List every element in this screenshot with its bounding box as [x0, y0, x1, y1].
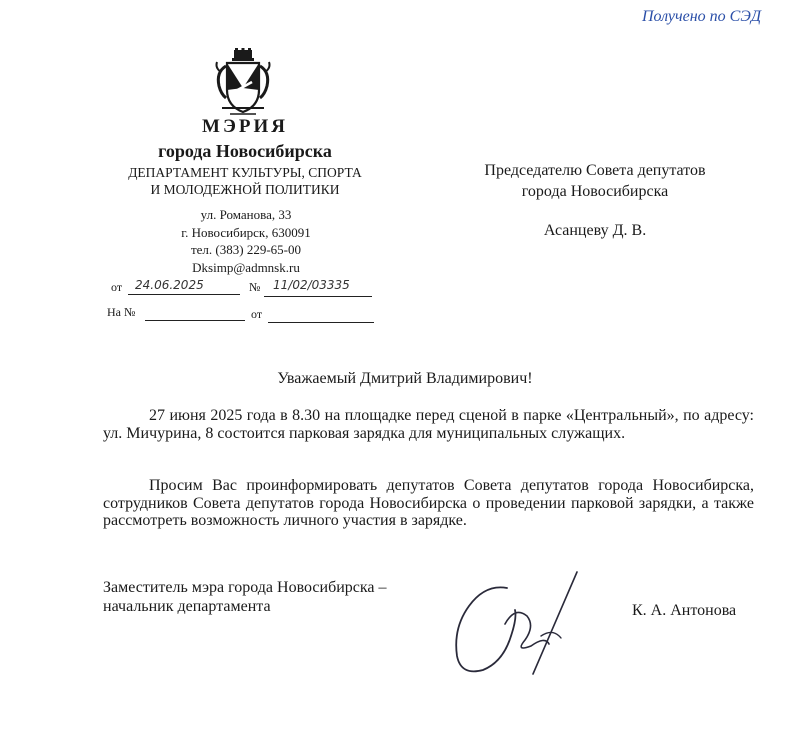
- greeting: Уважаемый Дмитрий Владимирович!: [277, 370, 533, 387]
- ref-underline: [145, 320, 245, 321]
- org-title: МЭРИЯ: [202, 116, 288, 137]
- ref-label: На №: [107, 305, 136, 319]
- department-name: [100, 164, 390, 198]
- received-via-sed-stamp: Получено по СЭД: [641, 8, 761, 25]
- signatory-title: [103, 578, 387, 616]
- handwritten-signature: [445, 566, 595, 686]
- department-line-1: ДЕПАРТАМЕНТ КУЛЬТУРЫ, СПОРТА: [128, 165, 362, 180]
- date-label: от: [111, 280, 123, 294]
- addressee-name: Асанцеву Д. В.: [543, 222, 647, 239]
- signatory-title-line-1: Заместитель мэра города Новосибирска –: [103, 579, 387, 596]
- date-value: 24.06.2025: [135, 278, 204, 292]
- phone: тел. (383) 229-65-00: [190, 242, 301, 257]
- sender-address: [140, 206, 352, 276]
- number-underline: [264, 296, 372, 297]
- addressee-line-1: Председателю Совета депутатов: [484, 162, 706, 179]
- addressee-block: [430, 160, 760, 202]
- address-street: ул. Романова, 33: [200, 207, 292, 222]
- number-value: 11/02/03335: [273, 278, 350, 292]
- body-paragraph-2: Просим Вас проинформировать депутатов Совета депутатов города Новосибирска, сотрудников Совета депутатов города Новосибирска о проведении парковой зарядки, а также рассмотреть возможность личного участия в зарядке.: [103, 477, 754, 529]
- email: Dksimp@admnsk.ru: [192, 259, 300, 275]
- signatory-name: К. А. Антонова: [632, 602, 737, 619]
- date-underline: [128, 294, 240, 295]
- signatory-title-line-2: начальник департамента: [103, 598, 271, 615]
- addressee-line-2: города Новосибирска: [521, 183, 669, 200]
- address-city: г. Новосибирск, 630091: [181, 224, 311, 240]
- ref-date-label: от: [251, 307, 263, 321]
- novosibirsk-coat-of-arms-icon: [212, 48, 274, 118]
- ref-date-underline: [268, 322, 374, 323]
- number-label: №: [249, 280, 261, 294]
- body-paragraph-1: 27 июня 2025 года в 8.30 на площадке перед сценой в парке «Центральный», по адресу: ул. Мичурина, 8 состоится парковая зарядка для муниципальных служащих.: [103, 407, 754, 442]
- department-line-2: И МОЛОДЕЖНОЙ ПОЛИТИКИ: [150, 182, 340, 197]
- org-city: города Новосибирска: [158, 141, 332, 161]
